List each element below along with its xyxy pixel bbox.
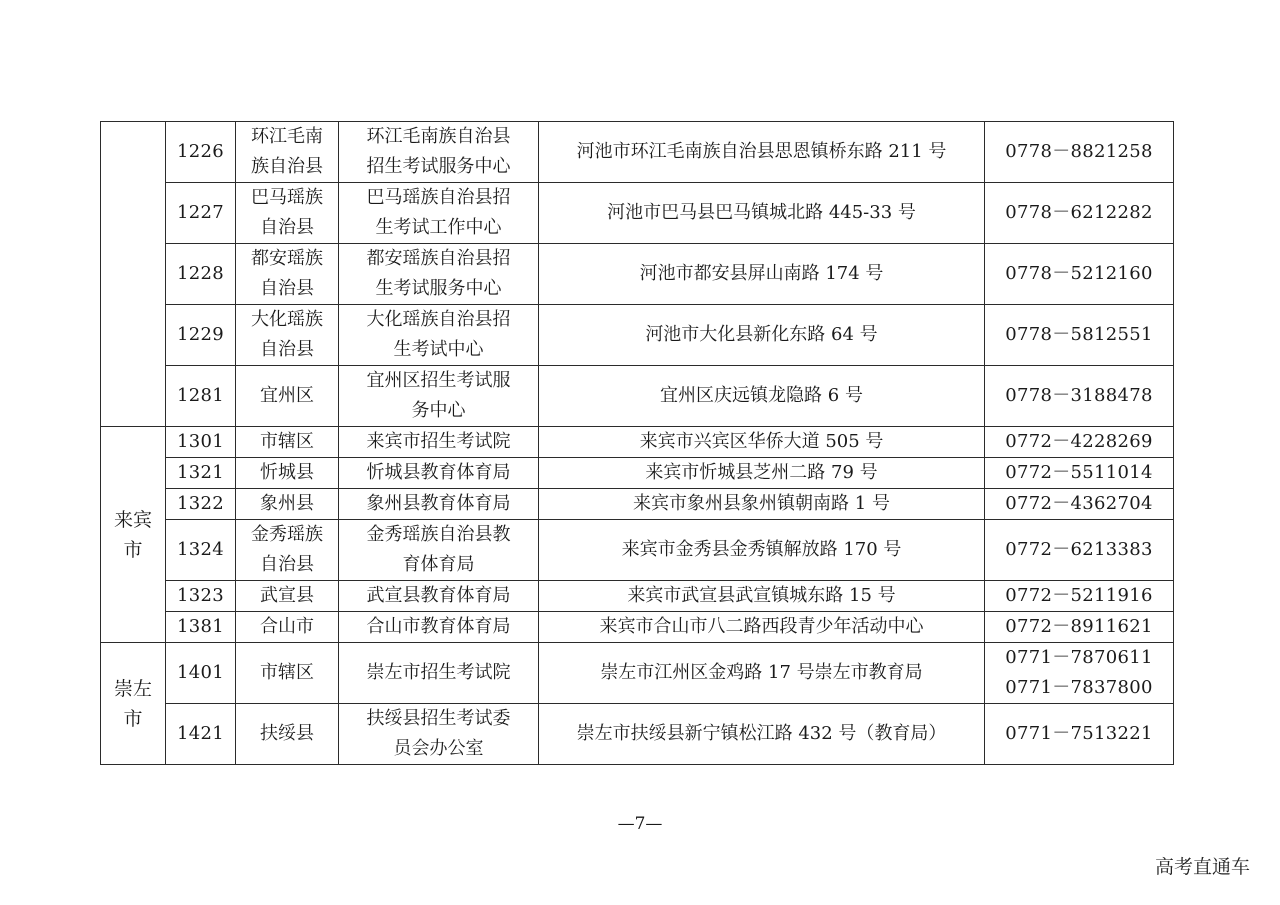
address-cell: 来宾市金秀县金秀镇解放路 170 号 — [539, 520, 985, 581]
office-cell-text: 崇左市招生考试院 — [366, 662, 511, 683]
contact-table — [100, 121, 1174, 765]
phone-cell — [985, 122, 1174, 183]
address-cell: 崇左市江州区金鸡路 17 号崇左市教育局 — [539, 643, 985, 704]
address-cell: 来宾市合山市八二路西段青少年活动中心 — [539, 612, 985, 643]
table-row — [101, 427, 1174, 458]
office-cell — [339, 520, 539, 581]
district-cell — [236, 305, 339, 366]
phone-cell-text: 0772－4228269 — [1005, 431, 1153, 452]
office-cell-text: 生考试工作中心 — [375, 217, 502, 238]
district-cell — [236, 520, 339, 581]
region-label-line: 市 — [123, 538, 143, 561]
office-cell — [339, 489, 539, 520]
office-cell-text: 大化瑶族自治县招 — [366, 309, 511, 330]
district-cell — [236, 704, 339, 765]
district-cell-text: 忻城县 — [260, 462, 314, 483]
code-cell: 1229 — [166, 305, 236, 366]
phone-cell-text: 0778－5212160 — [1005, 263, 1153, 284]
district-cell — [236, 366, 339, 427]
office-cell-text: 巴马瑶族自治县招 — [366, 187, 511, 208]
phone-cell — [985, 489, 1174, 520]
code-cell: 1381 — [166, 612, 236, 643]
office-cell — [339, 305, 539, 366]
office-cell-text: 环江毛南族自治县 — [366, 126, 511, 147]
address-cell: 来宾市武宣县武宣镇城东路 15 号 — [539, 581, 985, 612]
district-cell — [236, 612, 339, 643]
district-cell-text: 象州县 — [260, 493, 314, 514]
office-cell-text: 育体育局 — [402, 554, 475, 575]
district-cell-text: 自治县 — [260, 339, 314, 360]
table-row — [101, 704, 1174, 765]
phone-cell — [985, 244, 1174, 305]
office-cell — [339, 427, 539, 458]
address-cell: 崇左市扶绥县新宁镇松江路 432 号（教育局） — [539, 704, 985, 765]
address-cell: 河池市巴马县巴马镇城北路 445-33 号 — [539, 183, 985, 244]
region-label-line: 崇左 — [113, 677, 152, 700]
phone-cell — [985, 612, 1174, 643]
phone-cell-text: 0771－7837800 — [1005, 677, 1153, 698]
code-cell: 1321 — [166, 458, 236, 489]
office-cell — [339, 581, 539, 612]
office-cell-text: 都安瑶族自治县招 — [366, 248, 511, 269]
office-cell — [339, 612, 539, 643]
phone-cell — [985, 520, 1174, 581]
region-cell — [101, 643, 166, 765]
code-cell: 1281 — [166, 366, 236, 427]
phone-cell-text: 0771－7513221 — [1005, 723, 1153, 744]
table-row — [101, 612, 1174, 643]
district-cell — [236, 458, 339, 489]
region-cell — [101, 122, 166, 427]
district-cell-text: 大化瑶族 — [251, 309, 323, 330]
address-cell: 河池市都安县屏山南路 174 号 — [539, 244, 985, 305]
district-cell-text: 市辖区 — [260, 431, 314, 452]
region-label-line: 来宾 — [113, 508, 152, 531]
office-cell-text: 象州县教育体育局 — [366, 493, 511, 514]
code-cell: 1226 — [166, 122, 236, 183]
office-cell-text: 务中心 — [411, 400, 466, 421]
address-cell: 河池市环江毛南族自治县思恩镇桥东路 211 号 — [539, 122, 985, 183]
office-cell-text: 扶绥县招生考试委 — [366, 708, 511, 729]
phone-cell-text: 0772－4362704 — [1005, 493, 1153, 514]
table-row — [101, 489, 1174, 520]
table-row — [101, 244, 1174, 305]
table-row — [101, 305, 1174, 366]
phone-cell-text: 0778－3188478 — [1005, 385, 1153, 406]
phone-cell-text: 0772－8911621 — [1005, 616, 1153, 637]
district-cell-text: 武宣县 — [260, 585, 314, 606]
office-cell-text: 招生考试服务中心 — [366, 156, 511, 177]
district-cell-text: 巴马瑶族 — [251, 187, 323, 208]
office-cell-text: 员会办公室 — [393, 738, 484, 759]
office-cell — [339, 643, 539, 704]
office-cell-text: 生考试服务中心 — [375, 278, 502, 299]
code-cell: 1228 — [166, 244, 236, 305]
phone-cell-text: 0772－5211916 — [1005, 585, 1153, 606]
phone-cell — [985, 581, 1174, 612]
phone-cell-text: 0772－5511014 — [1005, 462, 1153, 483]
table-row — [101, 366, 1174, 427]
office-cell-text: 忻城县教育体育局 — [366, 462, 511, 483]
page-number: —7— — [617, 814, 663, 834]
district-cell-text: 环江毛南 — [251, 126, 323, 147]
address-cell: 河池市大化县新化东路 64 号 — [539, 305, 985, 366]
phone-cell — [985, 366, 1174, 427]
region-cell — [101, 427, 166, 643]
district-cell-text: 自治县 — [260, 278, 314, 299]
table-row — [101, 458, 1174, 489]
district-cell-text: 扶绥县 — [260, 723, 314, 744]
table-row — [101, 643, 1174, 704]
table-row — [101, 122, 1174, 183]
district-cell — [236, 183, 339, 244]
district-cell — [236, 244, 339, 305]
phone-cell — [985, 643, 1174, 704]
phone-cell — [985, 458, 1174, 489]
office-cell-text: 生考试中心 — [393, 339, 484, 360]
address-cell: 来宾市象州县象州镇朝南路 1 号 — [539, 489, 985, 520]
district-cell-text: 金秀瑶族 — [251, 524, 323, 545]
district-cell — [236, 427, 339, 458]
office-cell-text: 来宾市招生考试院 — [366, 431, 511, 452]
code-cell: 1322 — [166, 489, 236, 520]
office-cell — [339, 458, 539, 489]
code-cell: 1401 — [166, 643, 236, 704]
office-cell-text: 金秀瑶族自治县教 — [366, 524, 511, 545]
watermark: 高考直通车 — [1154, 856, 1250, 878]
office-cell — [339, 704, 539, 765]
office-cell — [339, 183, 539, 244]
phone-cell — [985, 704, 1174, 765]
district-cell-text: 市辖区 — [260, 662, 314, 683]
office-cell-text: 合山市教育体育局 — [366, 616, 511, 637]
phone-cell-text: 0778－8821258 — [1005, 141, 1153, 162]
office-cell — [339, 366, 539, 427]
code-cell: 1421 — [166, 704, 236, 765]
phone-cell — [985, 183, 1174, 244]
phone-cell-text: 0778－5812551 — [1005, 324, 1153, 345]
phone-cell-text: 0771－7870611 — [1005, 647, 1153, 668]
table-row — [101, 183, 1174, 244]
phone-cell — [985, 427, 1174, 458]
table-row — [101, 581, 1174, 612]
region-label-line: 市 — [123, 707, 143, 730]
district-cell-text: 都安瑶族 — [251, 248, 323, 269]
table-row — [101, 520, 1174, 581]
address-cell: 来宾市忻城县芝州二路 79 号 — [539, 458, 985, 489]
office-cell-text: 武宣县教育体育局 — [366, 585, 511, 606]
district-cell — [236, 581, 339, 612]
table-body — [101, 122, 1174, 765]
address-cell: 宜州区庆远镇龙隐路 6 号 — [539, 366, 985, 427]
district-cell-text: 宜州区 — [260, 385, 314, 406]
code-cell: 1301 — [166, 427, 236, 458]
district-cell — [236, 122, 339, 183]
phone-cell — [985, 305, 1174, 366]
address-cell: 来宾市兴宾区华侨大道 505 号 — [539, 427, 985, 458]
code-cell: 1324 — [166, 520, 236, 581]
phone-cell-text: 0778－6212282 — [1005, 202, 1153, 223]
district-cell-text: 自治县 — [260, 554, 314, 575]
district-cell — [236, 643, 339, 704]
code-cell: 1323 — [166, 581, 236, 612]
district-cell-text: 自治县 — [260, 217, 314, 238]
district-cell-text: 族自治县 — [251, 156, 323, 177]
code-cell: 1227 — [166, 183, 236, 244]
office-cell — [339, 244, 539, 305]
office-cell — [339, 122, 539, 183]
district-cell — [236, 489, 339, 520]
phone-cell-text: 0772－6213383 — [1005, 539, 1153, 560]
office-cell-text: 宜州区招生考试服 — [366, 370, 511, 391]
district-cell-text: 合山市 — [260, 616, 314, 637]
